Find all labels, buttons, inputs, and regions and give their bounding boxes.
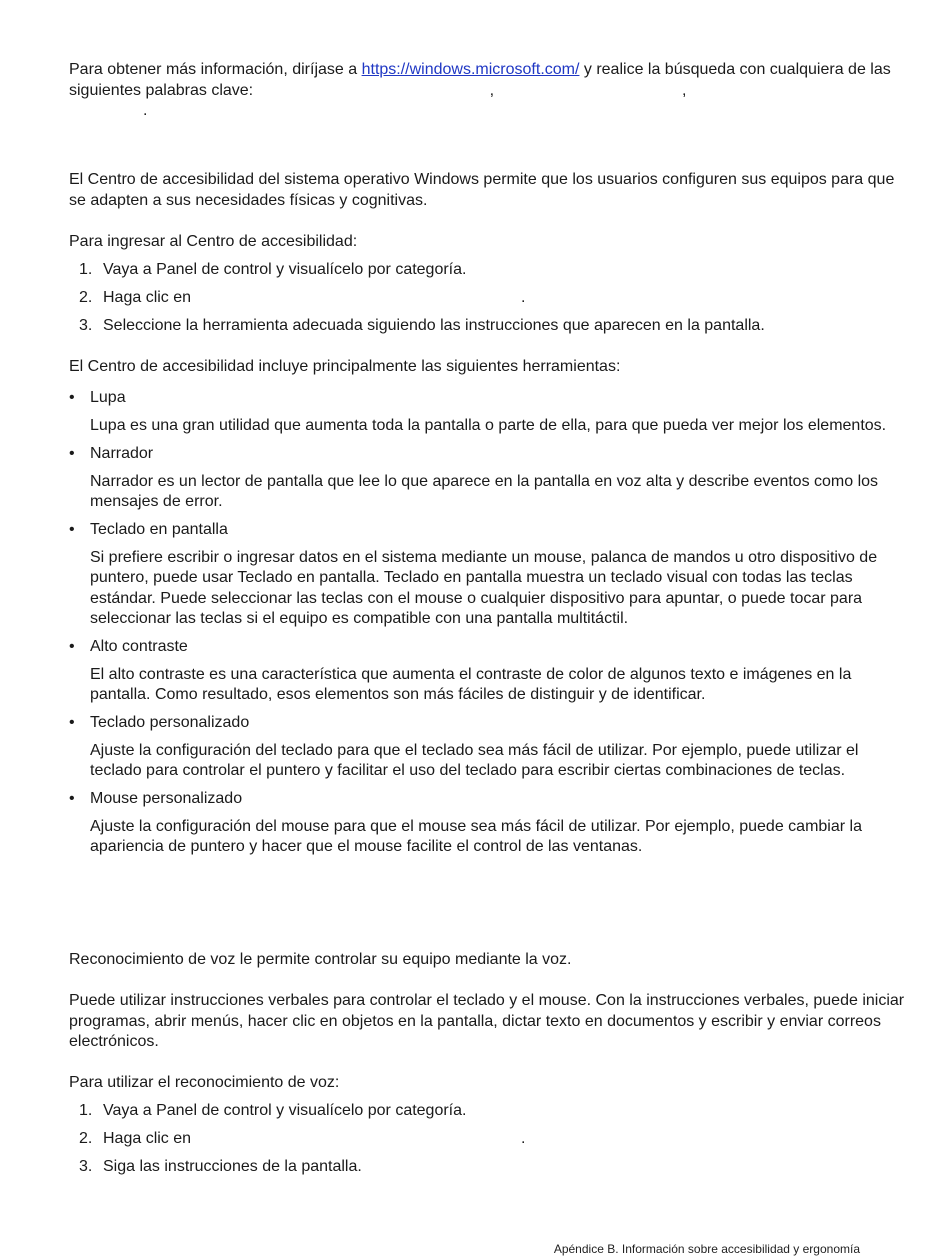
tool-term-teclado-en-pantalla: Teclado en pantalla (90, 520, 228, 538)
list-item (69, 520, 909, 637)
list-item (69, 444, 909, 520)
tool-description: Si prefiere escribir o ingresar datos en el sistema mediante un mouse, palanca de mandos u otro dispositivo de puntero, puede usar Teclado en pantalla. Teclado en pantalla muestra un teclado visual con todas las teclas estándar. Puede seleccionar las teclas con el mouse o cualquier dispositivo para apuntar, o puede tocar para seleccionar las teclas si el equipo es compatible con una pantalla multitáctil. (90, 548, 878, 627)
voice-instructions-paragraph: Puede utilizar instrucciones verbales para controlar el teclado y el mouse. Con la instrucciones verbales, puede iniciar programas, abrir menús, hacer clic en objetos en la pantalla, dictar texto en documentos y escribir y enviar correos electrónicos. (69, 992, 905, 1050)
accessibility-steps-list (69, 260, 909, 344)
page-footer: Apéndice B. Información sobre accesibilidad y ergonomía (553, 1242, 860, 1256)
list-item (69, 288, 909, 316)
tools-list (69, 388, 909, 865)
bullet-icon: • (69, 789, 75, 807)
step-number: 3. (79, 317, 93, 334)
intro-text-after-link: y realice la búsqueda con cualquiera de las siguientes palabras clave: (69, 61, 891, 99)
step-trailing-period: . (521, 1130, 526, 1147)
step-trailing-period: . (521, 289, 526, 306)
intro-paragraph (69, 60, 909, 122)
keyword-separator-comma: , (682, 81, 687, 99)
tool-term-narrador: Narrador (90, 444, 154, 462)
windows-microsoft-link[interactable]: https://windows.microsoft.com/ (361, 61, 580, 78)
voice-steps-list (69, 1101, 909, 1185)
voice-steps-intro: Para utilizar el reconocimiento de voz: (69, 1074, 340, 1091)
list-item (69, 1129, 909, 1157)
voice-recognition-paragraph: Reconocimiento de voz le permite controlar su equipo mediante la voz. (69, 951, 572, 968)
list-item (69, 388, 909, 444)
list-item (69, 316, 909, 344)
bullet-icon: • (69, 520, 75, 538)
list-item (69, 1101, 909, 1129)
step-number: 1. (79, 1102, 93, 1119)
accessibility-center-paragraph: El Centro de accesibilidad del sistema operativo Windows permite que los usuarios configuren sus equipos para que se adapten a sus necesidades físicas y cognitivas. (69, 171, 895, 209)
step-number: 3. (79, 1158, 93, 1175)
list-item (69, 1157, 909, 1185)
bullet-icon: • (69, 713, 75, 731)
tool-term-mouse-personalizado: Mouse personalizado (90, 789, 243, 807)
list-item (69, 637, 909, 713)
bullet-icon: • (69, 444, 75, 462)
tool-term-alto-contraste: Alto contraste (90, 637, 188, 655)
step-number: 2. (79, 1130, 93, 1147)
bullet-icon: • (69, 389, 75, 406)
tool-description: Narrador es un lector de pantalla que lee lo que aparece en la pantalla en voz alta y describe eventos como los mensajes de error. (90, 472, 879, 510)
tools-intro: El Centro de accesibilidad incluye principalmente las siguientes herramientas: (69, 358, 621, 375)
tool-description: Ajuste la configuración del mouse para que el mouse sea más fácil de utilizar. Por ejemplo, puede cambiar la apariencia de puntero y hacer que el mouse facilite el control de las ventanas. (90, 817, 862, 855)
keyword-separator-comma: , (489, 81, 495, 99)
intro-text-before-link: Para obtener más información, diríjase a (69, 61, 362, 78)
keyword-period: . (143, 102, 148, 119)
step-text: Seleccione la herramienta adecuada siguiendo las instrucciones que aparecen en la pantalla. (103, 317, 765, 334)
step-text: Haga clic en (103, 1130, 192, 1147)
tool-description: El alto contraste es una característica que aumenta el contraste de color de algunos texto e imágenes en la pantalla. Como resultado, esos elementos son más fáciles de distinguir y de identificar. (90, 665, 852, 703)
list-item (69, 789, 909, 865)
list-item (69, 713, 909, 789)
list-item (69, 260, 909, 288)
step-number: 2. (79, 289, 93, 306)
accessibility-steps-intro: Para ingresar al Centro de accesibilidad: (69, 233, 358, 250)
tool-term-lupa: Lupa (90, 389, 126, 406)
tool-description: Lupa es una gran utilidad que aumenta toda la pantalla o parte de ella, para que pueda ver mejor los elementos. (90, 417, 887, 434)
step-text: Siga las instrucciones de la pantalla. (103, 1158, 362, 1175)
tool-description: Ajuste la configuración del teclado para que el teclado sea más fácil de utilizar. Por ejemplo, puede utilizar el teclado para controlar el puntero y facilitar el uso del teclado para escribir ciertas combinaciones de teclas. (90, 741, 859, 779)
step-text: Vaya a Panel de control y visualícelo por categoría. (103, 261, 467, 278)
step-text: Vaya a Panel de control y visualícelo por categoría. (103, 1102, 467, 1119)
tool-term-teclado-personalizado: Teclado personalizado (90, 713, 250, 731)
bullet-icon: • (69, 637, 75, 655)
step-text: Haga clic en (103, 289, 192, 306)
step-number: 1. (79, 261, 93, 278)
